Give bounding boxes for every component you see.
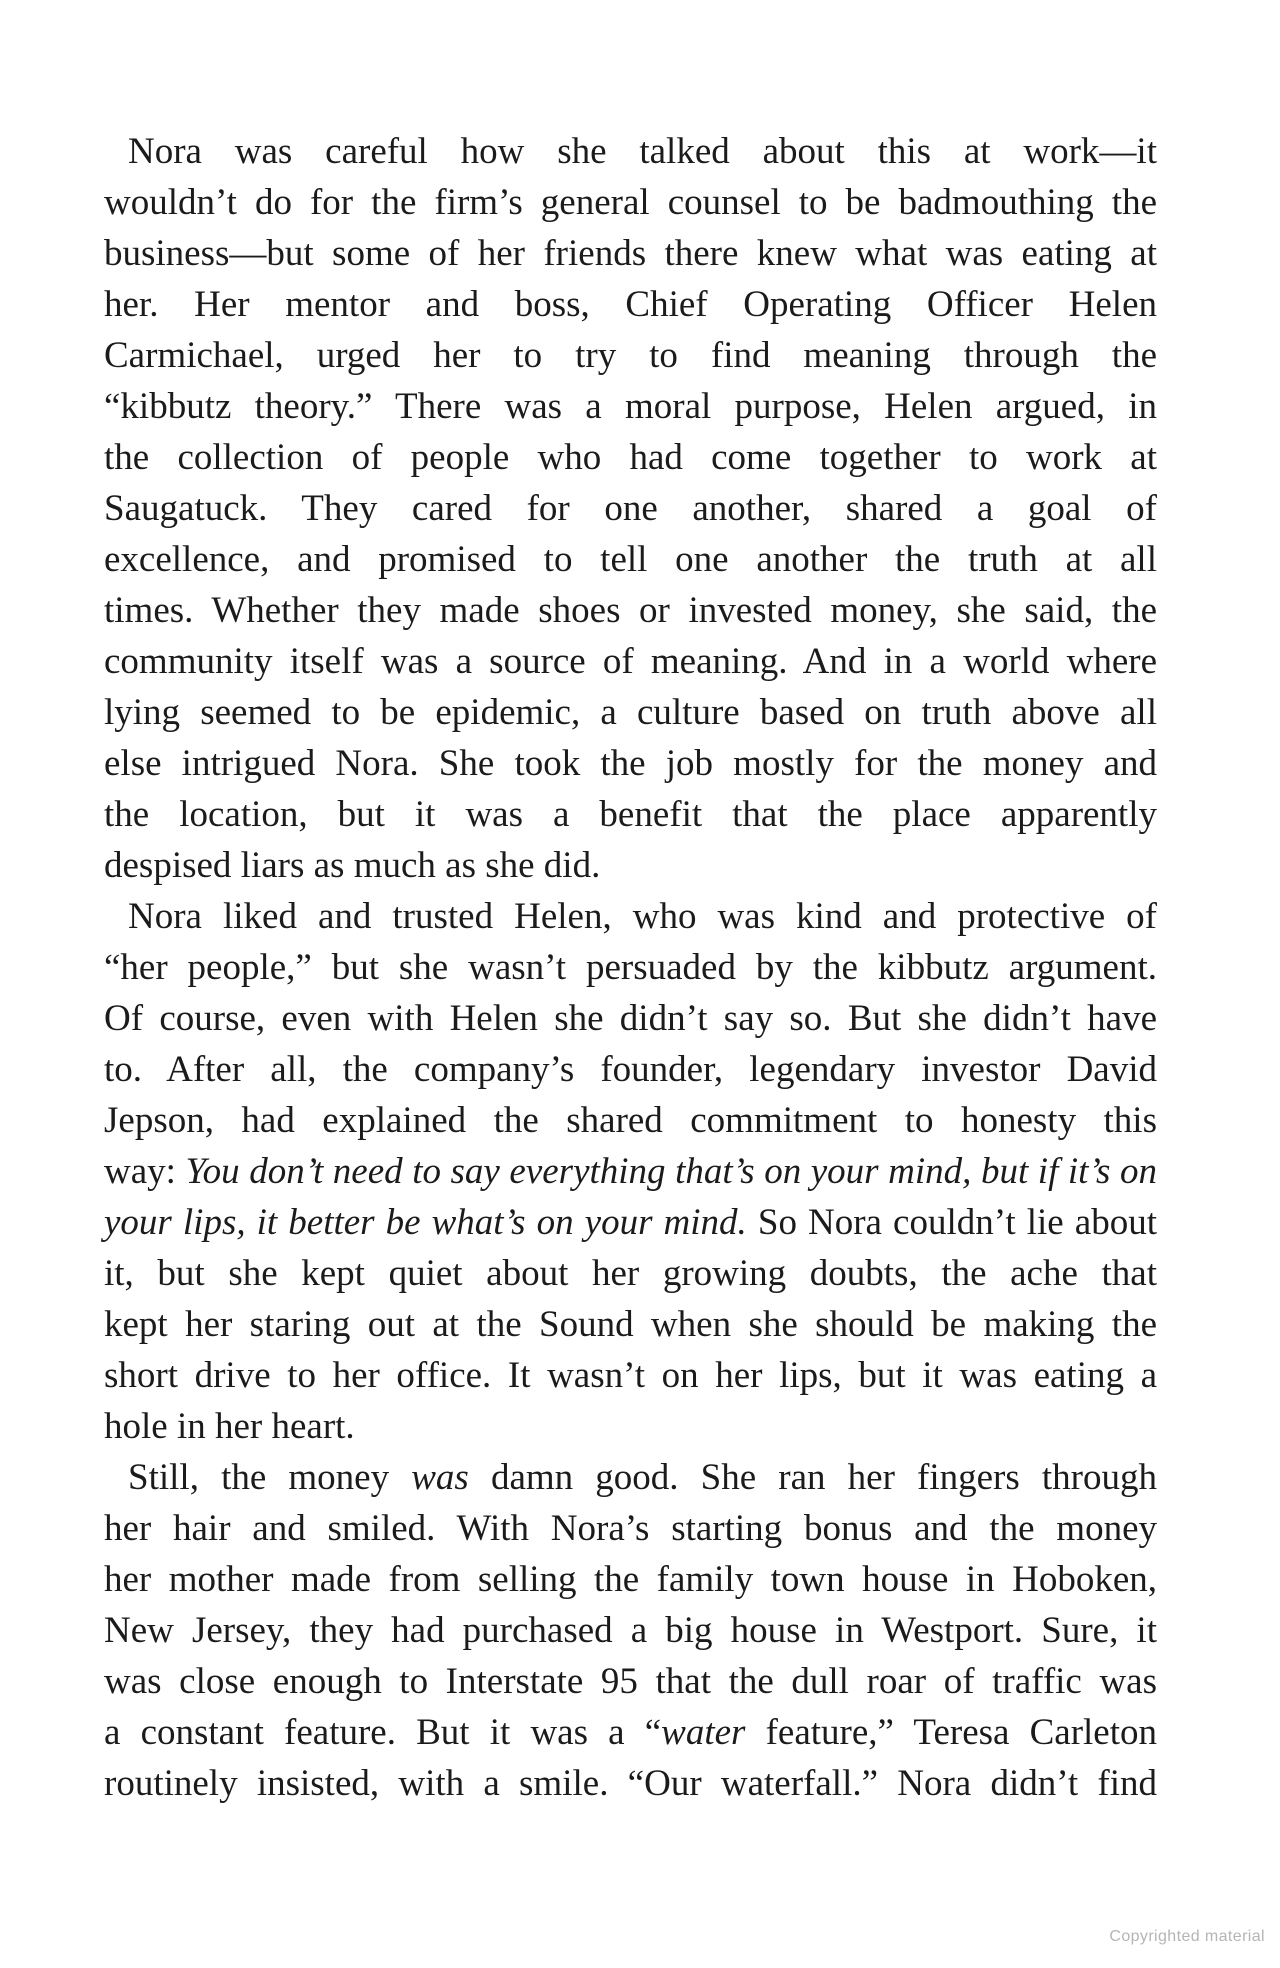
text-line-p2	[104, 1146, 1157, 1197]
text-segment: community itself was a source of meaning. And in a world where	[104, 641, 1157, 682]
text-segment: else intrigued Nora. She took the job mostly for the money and	[104, 743, 1157, 784]
text-line-p1	[104, 585, 1157, 636]
text-line-p2	[104, 891, 1157, 942]
text-segment: wouldn’t do for the firm’s general counsel to be badmouthing the	[104, 182, 1157, 223]
text-line-p1	[104, 840, 1157, 891]
text-segment: way:	[104, 1151, 186, 1192]
text-segment: “her people,” but she wasn’t persuaded by the kibbutz argument.	[104, 947, 1157, 988]
text-segment: Still, the money	[128, 1457, 412, 1498]
text-segment: despised liars as much as she did.	[104, 845, 601, 886]
text-line-p1	[104, 381, 1157, 432]
text-segment: kept her staring out at the Sound when she should be making the	[104, 1304, 1157, 1345]
text-line-p1	[104, 738, 1157, 789]
text-line-p2	[104, 1350, 1157, 1401]
text-segment: excellence, and promised to tell one another the truth at all	[104, 539, 1157, 580]
text-segment: lying seemed to be epidemic, a culture based on truth above all	[104, 692, 1157, 733]
text-line-p2	[104, 1248, 1157, 1299]
text-segment: short drive to her office. It wasn’t on her lips, but it was eating a	[104, 1355, 1157, 1396]
italic-text-segment: your lips, it better be what’s on your mind.	[104, 1202, 747, 1243]
text-segment: New Jersey, they had purchased a big house in Westport. Sure, it	[104, 1610, 1157, 1651]
text-segment: “kibbutz theory.” There was a moral purpose, Helen argued, in	[104, 386, 1157, 427]
text-line-p1	[104, 330, 1157, 381]
text-line-p2	[104, 1095, 1157, 1146]
text-segment: feature,” Teresa Carleton	[745, 1712, 1157, 1753]
text-line-p2	[104, 1401, 1157, 1452]
italic-text-segment: water	[661, 1712, 746, 1753]
text-segment: it, but she kept quiet about her growing doubts, the ache that	[104, 1253, 1157, 1294]
text-segment: Of course, even with Helen she didn’t say so. But she didn’t have	[104, 998, 1157, 1039]
text-line-p3	[104, 1452, 1157, 1503]
text-segment: times. Whether they made shoes or invested money, she said, the	[104, 590, 1157, 631]
text-segment: routinely insisted, with a smile. “Our waterfall.” Nora didn’t find	[104, 1763, 1157, 1804]
text-segment: the location, but it was a benefit that the place apparently	[104, 794, 1157, 835]
text-line-p3	[104, 1554, 1157, 1605]
text-segment: her hair and smiled. With Nora’s starting bonus and the money	[104, 1508, 1157, 1549]
text-segment: her. Her mentor and boss, Chief Operating Officer Helen	[104, 284, 1157, 325]
text-segment: hole in her heart.	[104, 1406, 355, 1447]
text-segment: Saugatuck. They cared for one another, shared a goal of	[104, 488, 1157, 529]
copyright-watermark: Copyrighted material	[1109, 1928, 1265, 1945]
text-segment: Nora was careful how she talked about this at work—it	[128, 131, 1157, 172]
text-line-p1	[104, 789, 1157, 840]
text-segment: a constant feature. But it was a “	[104, 1712, 662, 1753]
text-segment: business—but some of her friends there knew what was eating at	[104, 233, 1157, 274]
text-line-p1	[104, 126, 1157, 177]
text-line-p1	[104, 228, 1157, 279]
text-line-p2	[104, 942, 1157, 993]
italic-text-segment: was	[411, 1457, 469, 1498]
text-segment: Nora liked and trusted Helen, who was kind and protective of	[128, 896, 1157, 937]
text-segment: damn good. She ran her fingers through	[468, 1457, 1157, 1498]
text-line-p2	[104, 993, 1157, 1044]
text-segment: her mother made from selling the family town house in Hoboken,	[104, 1559, 1157, 1600]
text-line-p3	[104, 1656, 1157, 1707]
text-segment: Jepson, had explained the shared commitment to honesty this	[104, 1100, 1157, 1141]
text-line-p3	[104, 1758, 1157, 1809]
text-line-p1	[104, 483, 1157, 534]
text-line-p1	[104, 534, 1157, 585]
text-segment: the collection of people who had come together to work at	[104, 437, 1157, 478]
text-segment: So Nora couldn’t lie about	[746, 1202, 1157, 1243]
text-line-p3	[104, 1605, 1157, 1656]
text-line-p1	[104, 687, 1157, 738]
text-line-p1	[104, 279, 1157, 330]
text-line-p3	[104, 1707, 1157, 1758]
book-text-block	[104, 126, 1157, 1809]
text-segment: was close enough to Interstate 95 that the dull roar of traffic was	[104, 1661, 1157, 1702]
text-segment: Carmichael, urged her to try to find meaning through the	[104, 335, 1157, 376]
text-line-p1	[104, 636, 1157, 687]
italic-text-segment: You don’t need to say everything that’s on your mind, but if it’s on	[185, 1151, 1157, 1192]
text-segment: to. After all, the company’s founder, legendary investor David	[104, 1049, 1157, 1090]
text-line-p1	[104, 177, 1157, 228]
text-line-p2	[104, 1299, 1157, 1350]
text-line-p2	[104, 1044, 1157, 1095]
text-line-p1	[104, 432, 1157, 483]
text-line-p3	[104, 1503, 1157, 1554]
text-line-p2	[104, 1197, 1157, 1248]
